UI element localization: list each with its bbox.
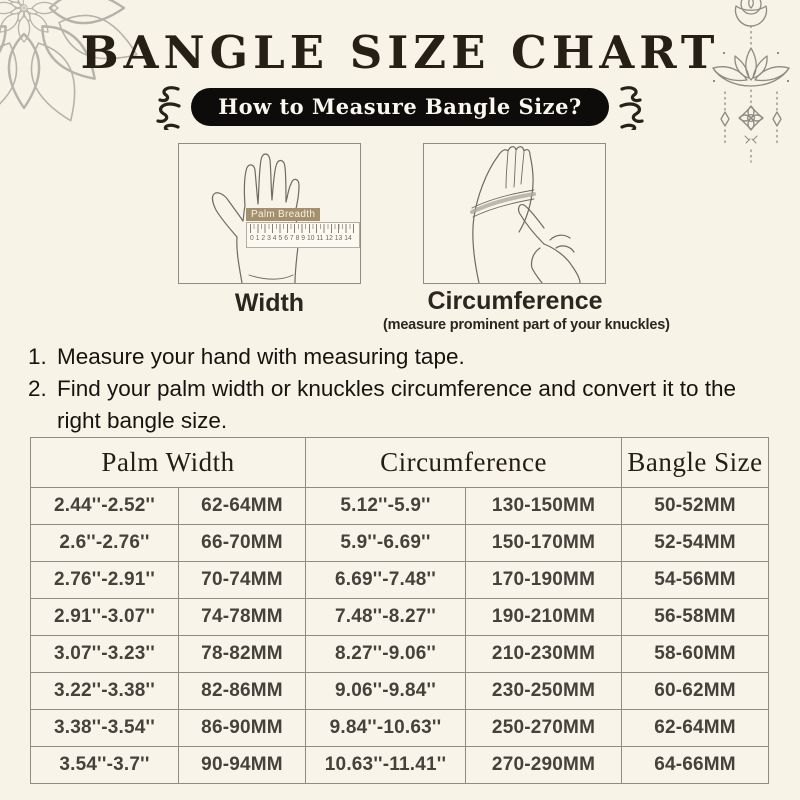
width-caption: Width bbox=[234, 289, 305, 317]
instruction-text: Measure your hand with measuring tape. bbox=[57, 344, 465, 369]
table-row bbox=[31, 636, 769, 673]
table-cell: 74-78MM bbox=[179, 599, 306, 636]
ruler-number: 7 bbox=[289, 235, 294, 242]
instructions-list bbox=[28, 341, 762, 438]
ruler-ticks-icon bbox=[250, 224, 356, 233]
table-cell: 66-70MM bbox=[179, 525, 306, 562]
table-cell: 6.69''-7.48'' bbox=[306, 562, 466, 599]
ruler-number: 2 bbox=[261, 235, 266, 242]
swirl-left-icon bbox=[150, 84, 182, 130]
ruler-number: 4 bbox=[272, 235, 277, 242]
table-cell: 82-86MM bbox=[179, 673, 306, 710]
instruction-item bbox=[28, 341, 762, 373]
table-row bbox=[31, 710, 769, 747]
instruction-number: 1. bbox=[28, 344, 47, 369]
table-cell: 78-82MM bbox=[179, 636, 306, 673]
table-cell: 62-64MM bbox=[622, 710, 769, 747]
circumference-caption bbox=[383, 287, 670, 333]
ruler-number: 11 bbox=[316, 235, 324, 242]
instruction-item bbox=[28, 373, 762, 437]
ruler-number: 6 bbox=[284, 235, 288, 242]
table-cell: 9.84''-10.63'' bbox=[306, 710, 466, 747]
table-cell: 2.6''-2.76'' bbox=[31, 525, 179, 562]
circumference-figure bbox=[423, 143, 606, 284]
ruler-number: 12 bbox=[325, 235, 333, 242]
ruler-number: 1 bbox=[255, 235, 260, 242]
table-row bbox=[31, 599, 769, 636]
table-cell: 7.48''-8.27'' bbox=[306, 599, 466, 636]
table-cell: 52-54MM bbox=[622, 525, 769, 562]
table-row bbox=[31, 673, 769, 710]
table-cell: 250-270MM bbox=[466, 710, 622, 747]
swirl-right-icon bbox=[618, 84, 650, 130]
table-cell: 150-170MM bbox=[466, 525, 622, 562]
ruler bbox=[246, 222, 360, 248]
header-bangle-size: Bangle Size bbox=[622, 438, 769, 488]
page-title: BANGLE SIZE CHART bbox=[80, 26, 720, 79]
ruler-number: 10 bbox=[307, 235, 315, 242]
ruler-numbers bbox=[250, 233, 352, 244]
table-cell: 90-94MM bbox=[179, 747, 306, 784]
table-cell: 270-290MM bbox=[466, 747, 622, 784]
how-to-measure-badge: How to Measure Bangle Size? bbox=[191, 88, 609, 126]
ruler-number: 3 bbox=[267, 235, 271, 242]
table-cell: 86-90MM bbox=[179, 710, 306, 747]
table-cell: 62-64MM bbox=[179, 488, 306, 525]
table-row bbox=[31, 747, 769, 784]
header-palm-width: Palm Width bbox=[31, 438, 306, 488]
palm-breadth-tag: Palm Breadth bbox=[246, 208, 320, 221]
width-figure bbox=[178, 143, 361, 284]
hand-circumference-illustration bbox=[424, 144, 605, 283]
table-cell: 3.22''-3.38'' bbox=[31, 673, 179, 710]
table-cell: 58-60MM bbox=[622, 636, 769, 673]
squiggle-charm-icon bbox=[745, 136, 757, 143]
ruler-number: 14 bbox=[344, 235, 352, 242]
table-cell: 9.06''-9.84'' bbox=[306, 673, 466, 710]
table-cell: 50-52MM bbox=[622, 488, 769, 525]
table-row bbox=[31, 525, 769, 562]
bangle-size-table bbox=[30, 437, 769, 784]
table-cell: 56-58MM bbox=[622, 599, 769, 636]
table-cell: 190-210MM bbox=[466, 599, 622, 636]
table-cell: 170-190MM bbox=[466, 562, 622, 599]
instruction-text: Find your palm width or knuckles circumference and convert it to the right bangle size. bbox=[57, 376, 737, 434]
table-cell: 10.63''-11.41'' bbox=[306, 747, 466, 784]
ruler-number: 9 bbox=[301, 235, 306, 242]
table-row bbox=[31, 562, 769, 599]
table-cell: 2.76''-2.91'' bbox=[31, 562, 179, 599]
instruction-number: 2. bbox=[28, 376, 47, 402]
table-cell: 54-56MM bbox=[622, 562, 769, 599]
crescent-moon-icon bbox=[736, 0, 767, 26]
table-cell: 130-150MM bbox=[466, 488, 622, 525]
ruler-number: 13 bbox=[334, 235, 343, 242]
circumference-note: (measure prominent part of your knuckles) bbox=[383, 317, 670, 333]
circumference-caption-text: Circumference bbox=[427, 287, 603, 315]
table-cell: 230-250MM bbox=[466, 673, 622, 710]
badge-row bbox=[0, 84, 800, 130]
table-cell: 70-74MM bbox=[179, 562, 306, 599]
table-cell: 2.91''-3.07'' bbox=[31, 599, 179, 636]
table-cell: 5.12''-5.9'' bbox=[306, 488, 466, 525]
table-cell: 3.38''-3.54'' bbox=[31, 710, 179, 747]
ruler-number: 5 bbox=[278, 235, 283, 242]
table-cell: 3.07''-3.23'' bbox=[31, 636, 179, 673]
table-cell: 2.44''-2.52'' bbox=[31, 488, 179, 525]
table-cell: 60-62MM bbox=[622, 673, 769, 710]
table-cell: 64-66MM bbox=[622, 747, 769, 784]
header-circumference: Circumference bbox=[306, 438, 622, 488]
ruler-number: 8 bbox=[295, 235, 300, 242]
mandala-flower-ornament bbox=[0, 0, 175, 160]
ruler-number: 0 bbox=[250, 235, 254, 242]
table-cell: 3.54''-3.7'' bbox=[31, 747, 179, 784]
table-row bbox=[31, 488, 769, 525]
table-cell: 8.27''-9.06'' bbox=[306, 636, 466, 673]
table-cell: 5.9''-6.69'' bbox=[306, 525, 466, 562]
table-header-row bbox=[31, 438, 769, 488]
table-cell: 210-230MM bbox=[466, 636, 622, 673]
